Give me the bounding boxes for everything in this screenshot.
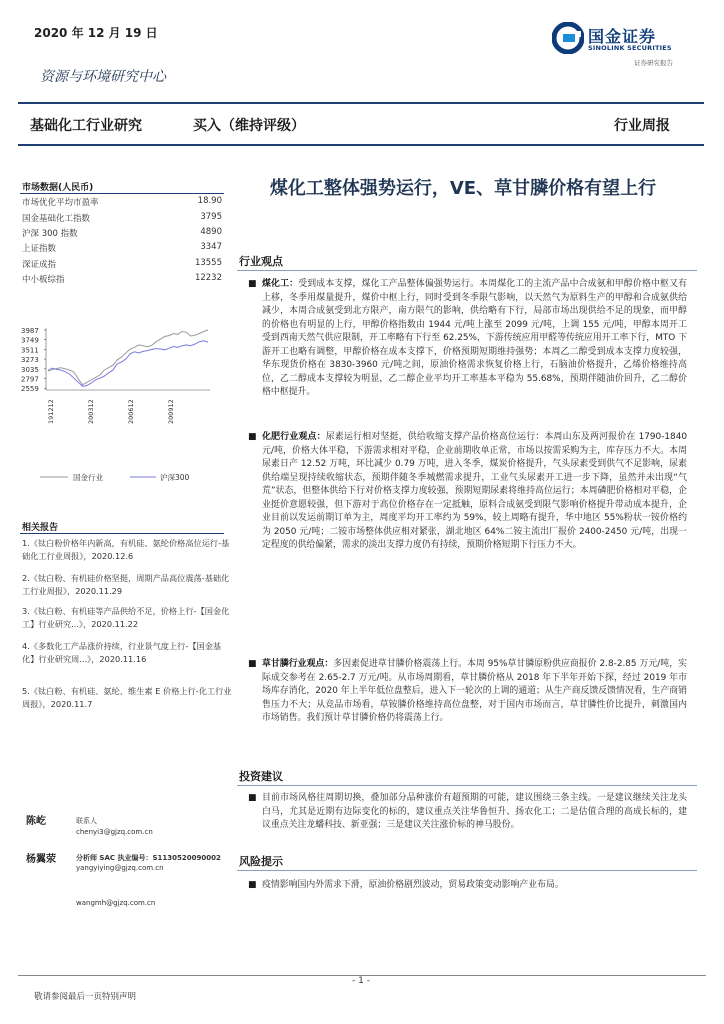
bullet-icon: ■ <box>248 880 257 890</box>
bullet-icon: ■ <box>248 659 257 669</box>
market-row: 上证指数 3347 <box>22 242 222 254</box>
x-tick-label: 200912 <box>167 399 175 424</box>
header-divider <box>18 102 704 104</box>
market-data-rule <box>20 193 224 194</box>
legend-label: 国金行业 <box>73 473 103 482</box>
disclaimer: 敬请参阅最后一页特别声明 <box>34 992 137 1002</box>
market-data-title: 市场数据(人民币) <box>22 183 94 193</box>
market-row: 市场优化平均市盈率 18.90 <box>22 196 222 208</box>
paragraph: 目前市场风格往周期切换，叠加部分品种涨价有超预期的可能，建议围绕三条主线。一是建议继续关注龙头白马，尤其是近期有边际变化的标的，建议重点关注华鲁恒升、扬农化工；二是估值合理的高成长标的，建议重点关注龙蟠科技、新亚强；三是建议关注涨价标的神马股份。 <box>262 793 687 830</box>
x-tick-label: 200612 <box>127 399 135 424</box>
report-title: 煤化工整体强势运行，VE、草甘膦价格有望上行 <box>269 178 657 199</box>
index-chart <box>18 320 226 490</box>
analyst-email[interactable]: chenyi3@gjzq.com.cn <box>76 828 153 836</box>
paragraph: 化肥行业观点：尿素运行相对坚挺，供给收缩支撑产品价格高位运行：本周山东及两河报价在 1790-1840 元/吨，价格大体平稳，下游需求相对平稳，企业前期收单正常，市场以按需采购为主，库存压力不大。本周尿素日产 12.52 万吨，环比减少 0.79 万吨，进入冬季，煤炭价格提升，气头尿素受到供气不足影响，尿素供给端呈现持续收缩状态，预期伴随冬季城燃需求提升，工业气头尿素开工进一步下降，虽然并未出现“气荒”状态，但整体供给下行对价格支撑力度较强，预期短期尿素将维持高位运行；本周磷肥价格相对平稳，企业挺价意愿较强，但下游对于高位价格存在一定抵触，原料合成氨受到限气影响价格提升带动成本提升，企业目前以发运前期订单为主，周度平均开工率约为 59%，较上周略有提升，华中地区 55%粉状一铵价格约为 2050 元/吨；二铵市场整体供应相对紧张，湖北地区 64%二铵主流出厂报价 2400-2450 元/吨，出现一定程度的供给偏紧，需求的淡出支撑力度仍有持续，预期价格短期下行压力不大。 <box>262 432 687 550</box>
rating: 买入（维持评级） <box>193 118 305 134</box>
header-divider-2 <box>18 144 704 146</box>
analyst-role: 联系人 <box>76 817 97 825</box>
bullet-icon: ■ <box>248 432 257 442</box>
y-tick-label: 2559 <box>21 385 39 394</box>
page-number: - 1 - <box>352 976 370 986</box>
section-rule <box>237 785 697 786</box>
market-row: 国金基础化工指数 3795 <box>22 212 222 224</box>
section-rule <box>237 870 697 871</box>
footer-rule <box>18 975 706 976</box>
bullet-icon: ■ <box>248 279 257 289</box>
analyst-email[interactable]: wangmh@gjzq.com.cn <box>76 899 156 907</box>
y-tick-label: 3749 <box>21 336 39 345</box>
related-report-link[interactable]: 5.《钛白粉、有机硅、氨纶、维生素 E 价格上行-化工行业周报》，2020.11.7 <box>22 686 232 709</box>
related-reports-title: 相关报告 <box>22 523 59 533</box>
brand-name-en: SINOLINK SECURITIES <box>588 44 672 52</box>
analyst-name: 陈屹 <box>26 816 46 827</box>
section-heading: 行业观点 <box>239 255 283 268</box>
x-tick-label: 191212 <box>47 399 55 424</box>
related-rule <box>20 533 224 534</box>
legend-label: 沪深300 <box>160 473 190 482</box>
x-tick-label: 200312 <box>87 399 95 424</box>
analyst-role: 分析师 SAC 执业编号：S1130520090002 <box>76 854 221 862</box>
analyst-email[interactable]: yangyiying@gjzq.com.cn <box>76 864 164 872</box>
related-report-link[interactable]: 4.《多数化工产品涨价持续，行业景气度上行-【国金基化】行业研究周...》，2020.11.16 <box>22 641 222 664</box>
market-row: 中小板综指 12232 <box>22 273 222 285</box>
y-tick-label: 3511 <box>21 346 39 355</box>
related-report-link[interactable]: 1.《钛白粉价格年内新高，有机硅、氨纶价格高位运行-基础化工行业周报》，2020.12.6 <box>22 538 230 561</box>
y-tick-label: 3035 <box>21 365 39 374</box>
paragraph: 疫情影响国内外需求下滑，原油价格剧烈波动，贸易政策变动影响产业布局。 <box>262 880 564 890</box>
paragraph: 煤化工：受到成本支撑，煤化工产品整体偏强势运行。本周煤化工的主流产品中合成氨和甲醇价格中枢又有上移，冬季用煤量提升，煤价中枢上行，同时受到冬季限气影响，以天然气为原料生产的甲醇和合成氨供给减少，本周合成氨受到北方限产，南方限气的影响，供给略有下行，局部市场出现供给不足的现象，而甲醇的价格也有明显的上行，甲醇价格指数由 1944 元/吨上涨至 2099 元/吨，上调 155 元/吨，甲醇本周开工受到西南天然气供应限制，开工率略有下行至 62.25%，下游传统应用甲醛等传统应用开工率下行，MTO 下游开工也略有调整，甲醇价格在成本支撑下，价格预期短期维持强势；本周乙二醇受到成本支撑力度较强，华东现货价格在 3830-3960 元/吨之间，原油价格需求恢复价格上行，石脑油价格提升，乙烯价格维持高位，乙二醇成本支撑较为明显，乙二醇企业平均开工率基本平稳为 55.68%，预期伴随油价回升，乙二醇价格中枢提升。 <box>262 279 687 397</box>
report-type: 行业周报 <box>614 118 670 134</box>
sector-title: 基础化工行业研究 <box>30 118 142 134</box>
section-heading: 风险提示 <box>239 855 283 868</box>
bullet-icon: ■ <box>248 793 257 803</box>
brand-name: 国金证券 <box>588 27 657 46</box>
y-tick-label: 3987 <box>21 327 39 335</box>
market-row: 深证成指 13555 <box>22 258 222 270</box>
report-series: 证券研究报告 <box>634 59 673 67</box>
related-report-link[interactable]: 3.《钛白粉、有机硅等产品供给不足，价格上行-【国金化工】行业研究...》，2020.11.22 <box>22 606 230 629</box>
series-line <box>48 341 208 387</box>
section-heading: 投资建议 <box>239 770 283 783</box>
research-center: 资源与环境研究中心 <box>40 69 166 85</box>
analyst-name: 杨翼荥 <box>26 854 56 865</box>
logo-icon <box>552 22 584 54</box>
market-row: 沪深 300 指数 4890 <box>22 227 222 239</box>
related-report-link[interactable]: 2.《钛白粉、有机硅价格坚挺，周期产品高位震荡-基础化工行业周报》，2020.11.29 <box>22 573 230 596</box>
paragraph: 草甘膦行业观点：多因素促进草甘膦价格震荡上行。本周 95%草甘膦原粉供应商报价 2.8-2.85 万元/吨，实际成交参考在 2.65-2.7 万元/吨。从市场周期看，草甘膦价格从 2018 年下半年开始下探，经过 2019 年市场库存消化，2020 年上半年低位盘整后，进入下一轮次的上调的通道；从生产商反馈反馈情况看，生产商销售压力不大；从竞品市场看，草铵膦价格维持高位盘整，对于国内市场而言，草甘膦性价比提升，刺激国内市场销售。我们预计草甘膦价格仍将震荡上行。 <box>262 659 688 723</box>
section-rule <box>237 270 697 271</box>
report-date: 2020 年 12 月 19 日 <box>34 26 158 40</box>
y-tick-label: 2797 <box>21 375 39 384</box>
y-tick-label: 3273 <box>21 356 39 365</box>
